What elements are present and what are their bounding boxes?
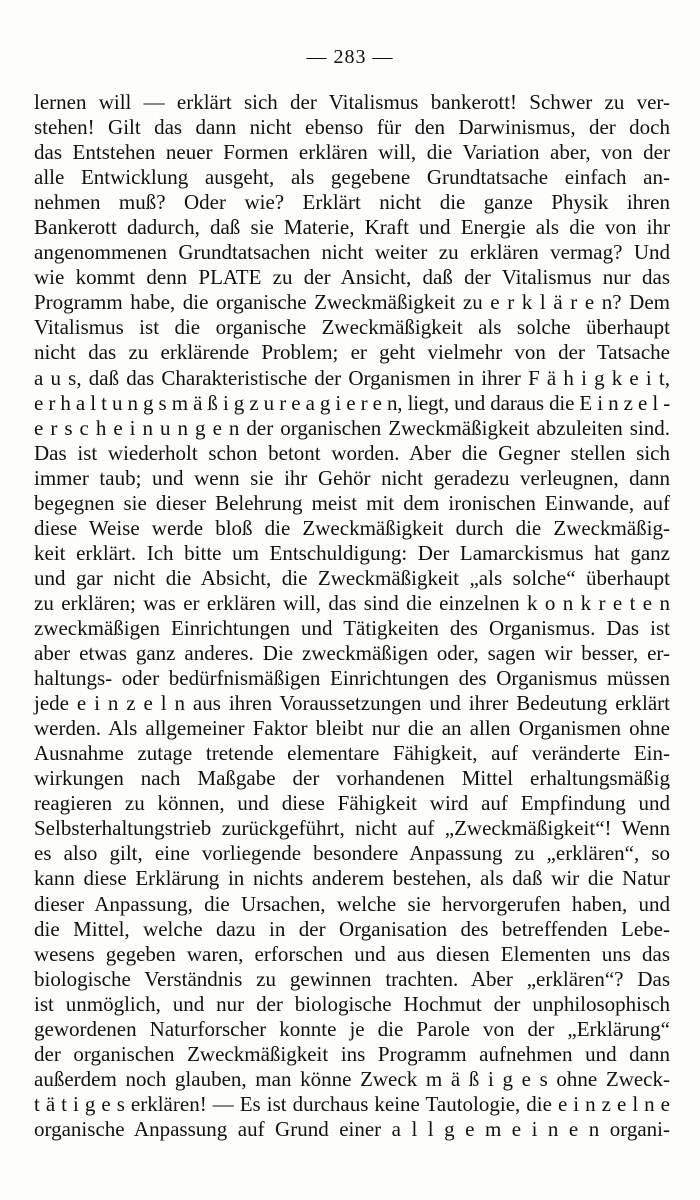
text-line: der organischen Zweckmäßigkeit ins Programm aufnehmen und dann (34, 1041, 670, 1066)
text-line: aber etwas ganz anderes. Die zweckmäßigen oder, sagen wir besser, er- (34, 641, 670, 666)
text-line: angenommenen Grundtatsachen nicht weiter zu erklären vermag? Und (34, 240, 670, 265)
text-line: das Entstehen neuer Formen erklären will, die Variation aber, von der (34, 140, 670, 165)
text-line: jede e i n z e l n aus ihren Voraussetzungen und ihrer Bedeutung erklärt (34, 691, 670, 716)
text-line: kann diese Erklärung in nichts anderem bestehen, als daß wir die Natur (34, 866, 670, 891)
page-number: — 283 — (306, 46, 394, 68)
text-line: lernen will — erklärt sich der Vitalismus bankerott! Schwer zu ver- (34, 90, 670, 114)
text-line: diese Weise werde bloß die Zweckmäßigkeit durch die Zweckmäßig- (34, 515, 670, 540)
text-line: immer taub; und wenn sie ihr Gehör nicht geradezu verleugnen, dann (34, 465, 670, 490)
text-line: werden. Als allgemeiner Faktor bleibt nur die an allen Organismen ohne (34, 716, 670, 741)
text-line: und gar nicht die Absicht, die Zweckmäßigkeit „als solche“ überhaupt (34, 565, 670, 590)
text-line: außerdem noch glauben, man könne Zweck m ä ß i g e s ohne Zweck- (34, 1066, 670, 1091)
text-line: biologische Verständnis zu gewinnen trachten. Aber „erklären“? Das (34, 966, 670, 991)
text-line: dieser Anpassung, die Ursachen, welche sie hervorgerufen haben, und (34, 891, 670, 916)
text-line: reagieren zu können, und diese Fähigkeit wird auf Empfindung und (34, 791, 670, 816)
body-text (34, 90, 670, 1142)
text-line: keit erklärt. Ich bitte um Entschuldigung: Der Lamarckismus hat ganz (34, 540, 670, 565)
text-line: die Mittel, welche dazu in der Organisation des betreffenden Lebe- (34, 916, 670, 941)
text-line: organische Anpassung auf Grund einer a l l g e m e i n e n organi- (34, 1116, 670, 1141)
text-line: a u s, daß das Charakteristische der Organismen in ihrer F ä h i g k e i t, (34, 365, 670, 390)
text-line: haltungs- oder bedürfnismäßigen Einrichtungen des Organismus müssen (34, 666, 670, 691)
text-line: gewordenen Naturforscher konnte je die Parole von der „Erklärung“ (34, 1016, 670, 1041)
text-line: ist unmöglich, und nur der biologische Hochmut der unphilosophisch (34, 991, 670, 1016)
text-line: e r s c h e i n u n g e n der organischen Zweckmäßigkeit abzuleiten sind. (34, 415, 670, 440)
text-line: e r h a l t u n g s m ä ß i g z u r e a g i e r e n, liegt, und daraus die E i n z e l - (34, 390, 670, 415)
text-line: Vitalismus ist die organische Zweckmäßigkeit als solche überhaupt (34, 315, 670, 340)
text-line: t ä t i g e s erklären! — Es ist durchaus keine Tautologie, die e i n z e l n e (34, 1091, 670, 1116)
text-line: es also gilt, eine vorliegende besondere Anpassung zu „erklären“, so (34, 841, 670, 866)
text-line: Programm habe, die organische Zweckmäßigkeit zu e r k l ä r e n? Dem (34, 290, 670, 315)
text-line: Ausnahme zutage tretende elementare Fähigkeit, auf veränderte Ein- (34, 741, 670, 766)
text-line: nicht das zu erklärende Problem; er geht vielmehr von der Tatsache (34, 340, 670, 365)
text-line: wesens gegeben waren, erforschen und aus diesen Elementen uns das (34, 941, 670, 966)
text-line: wirkungen nach Maßgabe der vorhandenen Mittel erhaltungsmäßig (34, 766, 670, 791)
text-line: begegnen sie dieser Belehrung meist mit dem ironischen Einwande, auf (34, 490, 670, 515)
text-line: Selbsterhaltungstrieb zurückgeführt, nicht auf „Zweckmäßigkeit“! Wenn (34, 816, 670, 841)
text-line: zu erklären; was er erklären will, das sind die einzelnen k o n k r e t e n (34, 590, 670, 615)
text-line: Bankerott dadurch, daß sie Materie, Kraft und Energie als die von ihr (34, 215, 670, 240)
text-line: Das ist wiederholt schon betont worden. Aber die Gegner stellen sich (34, 440, 670, 465)
text-line: nehmen muß? Oder wie? Erklärt nicht die ganze Physik ihren (34, 190, 670, 215)
text-line: stehen! Gilt das dann nicht ebenso für den Darwinismus, der doch (34, 115, 670, 140)
text-line: alle Entwicklung ausgeht, als gegebene Grundtatsache einfach an- (34, 165, 670, 190)
text-line: zweckmäßigen Einrichtungen und Tätigkeiten des Organismus. Das ist (34, 615, 670, 640)
text-line: wie kommt denn PLATE zu der Ansicht, daß der Vitalismus nur das (34, 265, 670, 290)
